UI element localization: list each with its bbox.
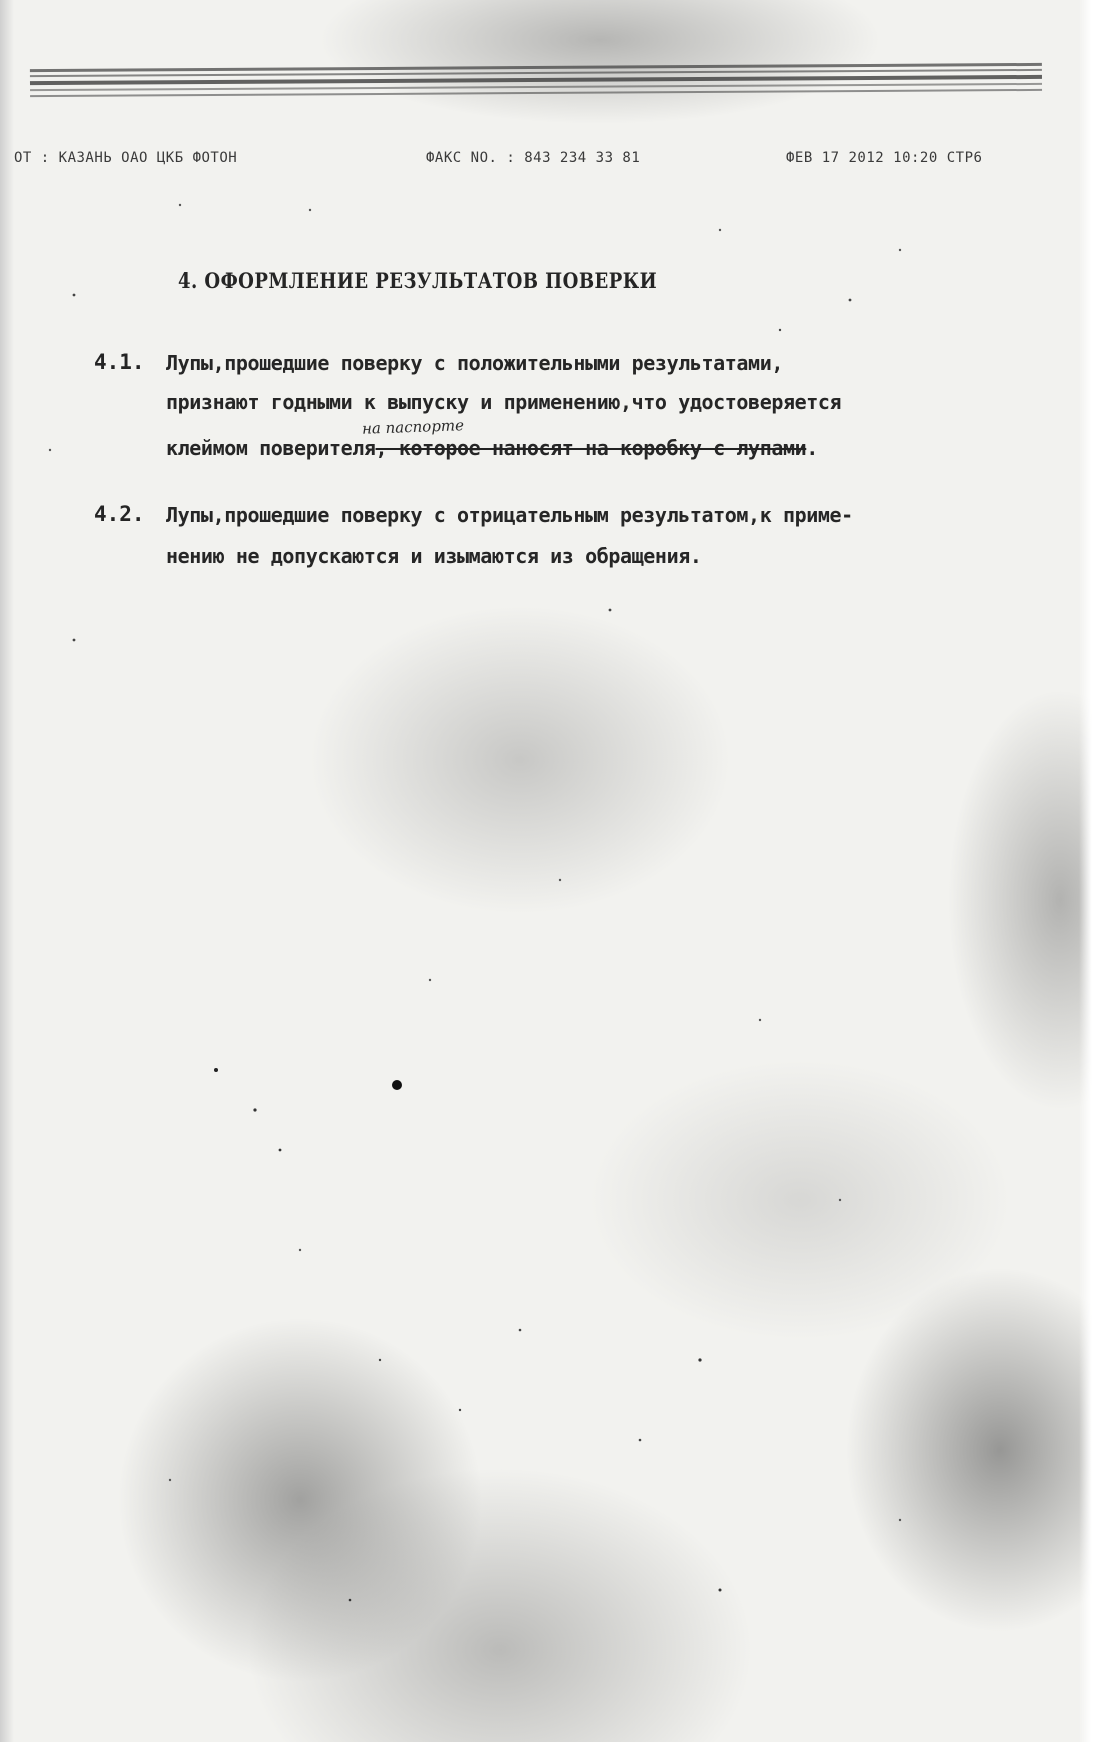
struck-through-text: , которое наносят на коробку с лупами	[375, 436, 807, 460]
paragraph-4-2-line-1: Лупы,прошедшие поверку с отрицательным результатом,к приме-	[166, 503, 853, 527]
paragraph-number-4-1: 4.1.	[94, 350, 145, 374]
line-3-kept-text: клеймом поверителя	[166, 436, 376, 460]
handwritten-correction: на паспорте	[361, 416, 465, 438]
paragraph-4-1-line-1: Лупы,прошедшие поверку с положительными результатами,	[166, 351, 783, 375]
fax-date-page: ФЕВ 17 2012 10:20 СТР6	[786, 150, 983, 166]
paragraph-4-2-line-2: нению не допускаются и изымаются из обращения.	[166, 544, 702, 568]
paragraph-4-1-line-2: признают годными к выпуску и применению,что удостоверяется	[166, 390, 842, 414]
paragraph-number-4-2: 4.2.	[94, 502, 145, 526]
section-title: 4. ОФОРМЛЕНИЕ РЕЗУЛЬТАТОВ ПОВЕРКИ	[178, 268, 658, 293]
line-3-period: .	[806, 436, 818, 460]
fax-sender: ОТ : КАЗАНЬ ОАО ЦКБ ФОТОН	[14, 150, 238, 166]
fax-number: ФАКС NO. : 843 234 33 81	[426, 150, 641, 166]
